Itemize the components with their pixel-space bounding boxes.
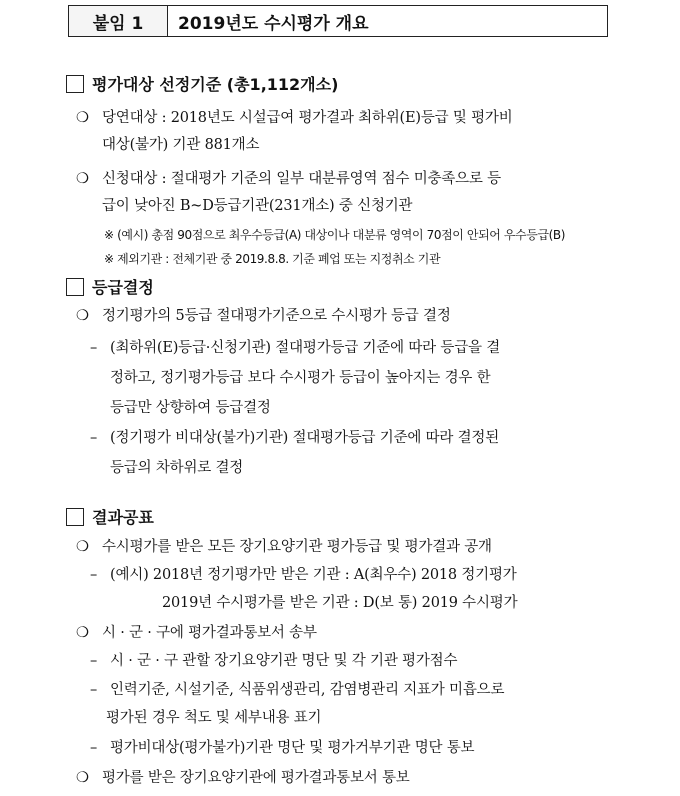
circle-bullet-icon: ❍ (76, 308, 89, 324)
dash-bullet: – (90, 340, 98, 356)
section-title: 평가대상 선정기준 (총1,112개소) (92, 75, 339, 94)
reference-mark-icon: ※ (104, 228, 114, 242)
section-result-disclosure (66, 505, 154, 528)
section-grade-decision (66, 275, 154, 298)
dash-bullet: – (90, 430, 98, 446)
circle-bullet-icon: ❍ (76, 625, 89, 641)
attachment-tag: 붙임 1 (69, 6, 168, 36)
dash-bullet: – (90, 653, 98, 669)
list-item: ❍ 평가를 받은 장기요양기관에 평가결과통보서 통보 (76, 770, 410, 786)
list-item: ❍ 정기평가의 5등급 절대평가기준으로 수시평가 등급 결정 (76, 308, 451, 324)
note: ※ 제외기관 : 전체기관 중 2019.8.8. 기준 폐업 또는 지정취소 기관 (104, 252, 441, 266)
section-title: 등급결정 (92, 278, 154, 297)
sub-item: – (최하위(E)등급·신청기관) 절대평가등급 기준에 따라 등급을 결 (90, 340, 501, 356)
list-item: ❍ 수시평가를 받은 모든 장기요양기관 평가등급 및 평가결과 공개 (76, 539, 492, 555)
circle-bullet-icon: ❍ (76, 110, 89, 126)
list-item: ❍ 당연대상 : 2018년도 시설급여 평가결과 최하위(E)등급 및 평가비 (76, 110, 513, 126)
section-selection-criteria (66, 72, 338, 95)
list-item: ❍ 신청대상 : 절대평가 기준의 일부 대분류영역 점수 미충족으로 등 (76, 171, 501, 187)
checkbox-square-icon (66, 508, 84, 526)
dash-bullet: – (90, 682, 98, 698)
list-item-continued: 급이 낮아진 B~D등급기관(231개소) 중 신청기관 (102, 198, 413, 214)
attachment-header (68, 5, 608, 37)
note: ※ (예시) 총점 90점으로 최우수등급(A) 대상이나 대분류 영역이 70점이 안되어 우수등급(B) (104, 228, 566, 242)
document-title: 2019년도 수시평가 개요 (178, 13, 369, 34)
circle-bullet-icon: ❍ (76, 539, 89, 555)
reference-mark-icon: ※ (104, 252, 114, 266)
dash-bullet: – (90, 567, 98, 583)
checkbox-square-icon (66, 278, 84, 296)
sub-item: – 인력기준, 시설기준, 식품위생관리, 감염병관리 지표가 미흡으로 (90, 682, 505, 698)
sub-item-continued: 등급의 차하위로 결정 (110, 460, 244, 476)
sub-item: – (예시) 2018년 정기평가만 받은 기관 : A(최우수) 2018 정기평가 (90, 567, 517, 583)
sub-item-continued: 평가된 경우 척도 및 세부내용 표기 (106, 710, 322, 726)
sub-item: – 시 · 군 · 구 관할 장기요양기관 명단 및 각 기관 평가점수 (90, 653, 458, 669)
dash-bullet: – (90, 740, 98, 756)
sub-item-continued: 2019년 수시평가를 받은 기관 : D(보 통) 2019 수시평가 (162, 595, 518, 611)
checkbox-square-icon (66, 75, 84, 93)
sub-item: – (정기평가 비대상(불가)기관) 절대평가등급 기준에 따라 결정된 (90, 430, 500, 446)
sub-item-continued: 정하고, 정기평가등급 보다 수시평가 등급이 높아지는 경우 한 (110, 370, 491, 386)
section-title: 결과공표 (92, 508, 154, 527)
circle-bullet-icon: ❍ (76, 171, 89, 187)
sub-item-continued: 등급만 상향하여 등급결정 (110, 400, 271, 416)
list-item: ❍ 시 · 군 · 구에 평가결과통보서 송부 (76, 625, 317, 641)
list-item-continued: 대상(불가) 기관 881개소 (102, 137, 260, 153)
sub-item: – 평가비대상(평가불가)기관 명단 및 평가거부기관 명단 통보 (90, 740, 475, 756)
circle-bullet-icon: ❍ (76, 770, 89, 786)
